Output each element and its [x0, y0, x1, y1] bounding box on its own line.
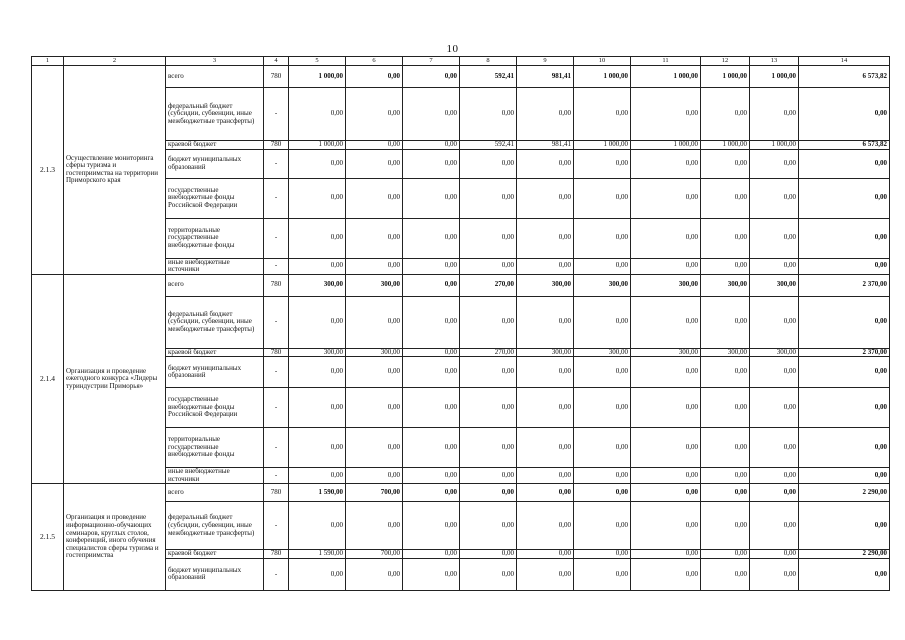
value-cell: 0,00 [631, 296, 701, 348]
value-cell: 0,00 [799, 558, 890, 590]
value-cell: 0,00 [346, 428, 403, 468]
value-cell: 0,00 [289, 468, 346, 484]
cost-code: - [264, 388, 289, 428]
value-cell: 0,00 [799, 88, 890, 141]
funding-source: бюджет муниципальных образований [166, 149, 264, 178]
cost-code: 780 [264, 550, 289, 559]
value-cell: 1 000,00 [574, 141, 631, 150]
value-cell: 0,00 [403, 468, 460, 484]
value-cell: 0,00 [517, 558, 574, 590]
cost-code: - [264, 502, 289, 550]
value-cell: 0,00 [701, 388, 750, 428]
funding-source: территориальные государственные внебюджетные фонды [166, 428, 264, 468]
cost-code: - [264, 468, 289, 484]
funding-source: иные внебюджетные источники [166, 468, 264, 484]
cost-code: - [264, 357, 289, 388]
value-cell: 0,00 [289, 88, 346, 141]
value-cell: 300,00 [346, 348, 403, 357]
value-cell: 0,00 [346, 357, 403, 388]
value-cell: 1 000,00 [750, 66, 799, 88]
cost-code: 780 [264, 66, 289, 88]
cost-code: - [264, 558, 289, 590]
value-cell: 0,00 [574, 558, 631, 590]
value-cell: 0,00 [460, 88, 517, 141]
value-cell: 300,00 [750, 348, 799, 357]
value-cell: 300,00 [346, 274, 403, 296]
value-cell: 0,00 [346, 388, 403, 428]
funding-source: краевой бюджет [166, 550, 264, 559]
value-cell: 0,00 [403, 348, 460, 357]
value-cell: 300,00 [289, 274, 346, 296]
column-number: 1 [32, 57, 64, 66]
value-cell: 0,00 [631, 388, 701, 428]
value-cell: 0,00 [517, 428, 574, 468]
value-cell: 0,00 [701, 258, 750, 274]
value-cell: 0,00 [574, 296, 631, 348]
value-cell: 0,00 [750, 502, 799, 550]
funding-source: всего [166, 66, 264, 88]
value-cell: 0,00 [701, 149, 750, 178]
value-cell: 300,00 [701, 348, 750, 357]
section-name: Организация и проведение информационно-обучающих семинаров, круглых столов, конференций, иного обучения специалистов сферы туризма и гостеприимства [64, 484, 166, 591]
value-cell: 0,00 [701, 502, 750, 550]
value-cell: 0,00 [574, 484, 631, 502]
value-cell: 0,00 [701, 558, 750, 590]
page-number: 10 [446, 43, 459, 55]
value-cell: 1 000,00 [631, 66, 701, 88]
value-cell: 0,00 [517, 296, 574, 348]
value-cell: 0,00 [799, 218, 890, 258]
value-cell: 0,00 [289, 357, 346, 388]
value-cell: 0,00 [289, 502, 346, 550]
table-row [32, 66, 890, 88]
value-cell: 0,00 [631, 502, 701, 550]
value-cell: 0,00 [799, 258, 890, 274]
value-cell: 0,00 [750, 88, 799, 141]
value-cell: 0,00 [574, 388, 631, 428]
value-cell: 0,00 [289, 428, 346, 468]
value-cell: 0,00 [517, 218, 574, 258]
value-cell: 0,00 [750, 258, 799, 274]
value-cell: 700,00 [346, 484, 403, 502]
value-cell: 0,00 [403, 296, 460, 348]
value-cell: 300,00 [517, 348, 574, 357]
value-cell: 0,00 [631, 357, 701, 388]
value-cell: 0,00 [701, 428, 750, 468]
value-cell: 0,00 [403, 88, 460, 141]
value-cell: 0,00 [346, 218, 403, 258]
cost-code: - [264, 218, 289, 258]
value-cell: 0,00 [517, 258, 574, 274]
cost-code: 780 [264, 141, 289, 150]
value-cell: 1 000,00 [701, 66, 750, 88]
section-code: 2.1.3 [32, 66, 64, 275]
value-cell: 0,00 [750, 296, 799, 348]
value-cell: 2 370,00 [799, 348, 890, 357]
value-cell: 6 573,82 [799, 66, 890, 88]
value-cell: 0,00 [403, 258, 460, 274]
column-number: 6 [346, 57, 403, 66]
value-cell: 1 000,00 [289, 66, 346, 88]
value-cell: 0,00 [289, 178, 346, 218]
column-number: 12 [701, 57, 750, 66]
value-cell: 0,00 [517, 550, 574, 559]
value-cell: 300,00 [750, 274, 799, 296]
value-cell: 0,00 [574, 88, 631, 141]
value-cell: 0,00 [517, 357, 574, 388]
value-cell: 0,00 [701, 468, 750, 484]
value-cell: 0,00 [750, 178, 799, 218]
value-cell: 0,00 [701, 218, 750, 258]
budget-table [31, 56, 890, 591]
value-cell: 0,00 [631, 178, 701, 218]
value-cell: 0,00 [403, 484, 460, 502]
value-cell: 0,00 [799, 296, 890, 348]
value-cell: 1 000,00 [289, 141, 346, 150]
value-cell: 300,00 [631, 348, 701, 357]
value-cell: 0,00 [346, 66, 403, 88]
value-cell: 0,00 [574, 258, 631, 274]
value-cell: 0,00 [403, 274, 460, 296]
value-cell: 0,00 [289, 149, 346, 178]
value-cell: 0,00 [799, 428, 890, 468]
value-cell: 0,00 [460, 388, 517, 428]
value-cell: 0,00 [799, 149, 890, 178]
value-cell: 0,00 [346, 296, 403, 348]
value-cell: 0,00 [289, 296, 346, 348]
value-cell: 0,00 [403, 558, 460, 590]
column-number: 3 [166, 57, 264, 66]
value-cell: 0,00 [750, 550, 799, 559]
value-cell: 0,00 [403, 218, 460, 258]
value-cell: 270,00 [460, 274, 517, 296]
column-number: 8 [460, 57, 517, 66]
funding-source: государственные внебюджетные фонды Российской Федерации [166, 388, 264, 428]
value-cell: 0,00 [574, 178, 631, 218]
value-cell: 0,00 [460, 296, 517, 348]
cost-code: 780 [264, 484, 289, 502]
value-cell: 0,00 [631, 550, 701, 559]
cost-code: 780 [264, 348, 289, 357]
value-cell: 270,00 [460, 348, 517, 357]
value-cell: 0,00 [631, 218, 701, 258]
column-number: 5 [289, 57, 346, 66]
cost-code: - [264, 88, 289, 141]
value-cell: 0,00 [460, 428, 517, 468]
column-number: 4 [264, 57, 289, 66]
column-number: 7 [403, 57, 460, 66]
cost-code: - [264, 149, 289, 178]
value-cell: 0,00 [403, 149, 460, 178]
cost-code: - [264, 178, 289, 218]
cost-code: - [264, 296, 289, 348]
value-cell: 0,00 [631, 149, 701, 178]
value-cell: 0,00 [346, 468, 403, 484]
value-cell: 592,41 [460, 141, 517, 150]
value-cell: 0,00 [701, 484, 750, 502]
value-cell: 300,00 [574, 348, 631, 357]
value-cell: 0,00 [750, 218, 799, 258]
value-cell: 0,00 [346, 502, 403, 550]
funding-source: всего [166, 274, 264, 296]
section-name: Организация и проведение ежегодного конкурса «Лидеры туриндустрии Приморья» [64, 274, 166, 484]
value-cell: 0,00 [460, 558, 517, 590]
funding-source: краевой бюджет [166, 141, 264, 150]
value-cell: 700,00 [346, 550, 403, 559]
value-cell: 0,00 [517, 468, 574, 484]
value-cell: 0,00 [460, 550, 517, 559]
funding-source: федеральный бюджет (субсидии, субвенции, иные межбюджетные трансферты) [166, 502, 264, 550]
value-cell: 0,00 [346, 88, 403, 141]
value-cell: 6 573,82 [799, 141, 890, 150]
value-cell: 0,00 [289, 388, 346, 428]
value-cell: 300,00 [631, 274, 701, 296]
cost-code: 780 [264, 274, 289, 296]
table-row [32, 274, 890, 296]
value-cell: 0,00 [460, 258, 517, 274]
value-cell: 0,00 [403, 141, 460, 150]
value-cell: 0,00 [574, 502, 631, 550]
column-number: 11 [631, 57, 701, 66]
value-cell: 0,00 [701, 357, 750, 388]
value-cell: 0,00 [631, 428, 701, 468]
column-number: 9 [517, 57, 574, 66]
value-cell: 981,41 [517, 141, 574, 150]
funding-source: краевой бюджет [166, 348, 264, 357]
value-cell: 1 590,00 [289, 484, 346, 502]
value-cell: 0,00 [403, 428, 460, 468]
value-cell: 0,00 [750, 558, 799, 590]
value-cell: 0,00 [631, 88, 701, 141]
value-cell: 0,00 [574, 357, 631, 388]
value-cell: 0,00 [460, 484, 517, 502]
funding-source: бюджет муниципальных образований [166, 357, 264, 388]
value-cell: 300,00 [517, 274, 574, 296]
column-number-row [32, 57, 890, 66]
value-cell: 1 000,00 [631, 141, 701, 150]
column-number: 13 [750, 57, 799, 66]
funding-source: федеральный бюджет (субсидии, субвенции, иные межбюджетные трансферты) [166, 296, 264, 348]
value-cell: 0,00 [799, 468, 890, 484]
funding-source: территориальные государственные внебюджетные фонды [166, 218, 264, 258]
value-cell: 592,41 [460, 66, 517, 88]
value-cell: 0,00 [574, 218, 631, 258]
value-cell: 0,00 [289, 558, 346, 590]
value-cell: 0,00 [799, 357, 890, 388]
value-cell: 0,00 [631, 258, 701, 274]
value-cell: 300,00 [289, 348, 346, 357]
section-code: 2.1.5 [32, 484, 64, 591]
value-cell: 0,00 [574, 428, 631, 468]
value-cell: 0,00 [517, 149, 574, 178]
funding-source: государственные внебюджетные фонды Российской Федерации [166, 178, 264, 218]
value-cell: 0,00 [517, 388, 574, 428]
value-cell: 0,00 [750, 149, 799, 178]
value-cell: 300,00 [701, 274, 750, 296]
value-cell: 0,00 [574, 468, 631, 484]
value-cell: 0,00 [701, 296, 750, 348]
section-name: Осуществление мониторинга сферы туризма и гостеприимства на территории Приморского края [64, 66, 166, 275]
value-cell: 0,00 [460, 149, 517, 178]
value-cell: 0,00 [460, 502, 517, 550]
table-row [32, 484, 890, 502]
value-cell: 0,00 [403, 178, 460, 218]
cost-code: - [264, 428, 289, 468]
column-number: 10 [574, 57, 631, 66]
value-cell: 0,00 [346, 149, 403, 178]
value-cell: 0,00 [460, 218, 517, 258]
value-cell: 0,00 [346, 178, 403, 218]
value-cell: 0,00 [750, 357, 799, 388]
column-number: 14 [799, 57, 890, 66]
funding-source: иные внебюджетные источники [166, 258, 264, 274]
value-cell: 0,00 [517, 502, 574, 550]
value-cell: 2 290,00 [799, 550, 890, 559]
value-cell: 0,00 [517, 484, 574, 502]
value-cell: 0,00 [403, 357, 460, 388]
value-cell: 0,00 [460, 468, 517, 484]
value-cell: 0,00 [517, 88, 574, 141]
funding-source: федеральный бюджет (субсидии, субвенции, иные межбюджетные трансферты) [166, 88, 264, 141]
value-cell: 0,00 [574, 550, 631, 559]
value-cell: 0,00 [346, 258, 403, 274]
value-cell: 1 590,00 [289, 550, 346, 559]
value-cell: 0,00 [631, 558, 701, 590]
value-cell: 0,00 [631, 484, 701, 502]
value-cell: 0,00 [799, 502, 890, 550]
value-cell: 0,00 [574, 149, 631, 178]
value-cell: 0,00 [799, 178, 890, 218]
value-cell: 981,41 [517, 66, 574, 88]
value-cell: 2 290,00 [799, 484, 890, 502]
funding-source: бюджет муниципальных образований [166, 558, 264, 590]
value-cell: 0,00 [701, 178, 750, 218]
value-cell: 0,00 [631, 468, 701, 484]
value-cell: 0,00 [750, 484, 799, 502]
value-cell: 0,00 [750, 428, 799, 468]
value-cell: 0,00 [799, 388, 890, 428]
value-cell: 0,00 [403, 550, 460, 559]
value-cell: 1 000,00 [750, 141, 799, 150]
value-cell: 1 000,00 [574, 66, 631, 88]
value-cell: 0,00 [701, 550, 750, 559]
value-cell: 1 000,00 [701, 141, 750, 150]
cost-code: - [264, 258, 289, 274]
funding-source: всего [166, 484, 264, 502]
value-cell: 0,00 [403, 66, 460, 88]
value-cell: 0,00 [403, 502, 460, 550]
value-cell: 0,00 [403, 388, 460, 428]
value-cell: 0,00 [346, 141, 403, 150]
column-number: 2 [64, 57, 166, 66]
value-cell: 0,00 [346, 558, 403, 590]
value-cell: 2 370,00 [799, 274, 890, 296]
section-code: 2.1.4 [32, 274, 64, 484]
value-cell: 0,00 [701, 88, 750, 141]
value-cell: 0,00 [289, 258, 346, 274]
value-cell: 0,00 [750, 468, 799, 484]
value-cell: 0,00 [460, 357, 517, 388]
value-cell: 300,00 [574, 274, 631, 296]
value-cell: 0,00 [750, 388, 799, 428]
value-cell: 0,00 [517, 178, 574, 218]
value-cell: 0,00 [460, 178, 517, 218]
value-cell: 0,00 [289, 218, 346, 258]
